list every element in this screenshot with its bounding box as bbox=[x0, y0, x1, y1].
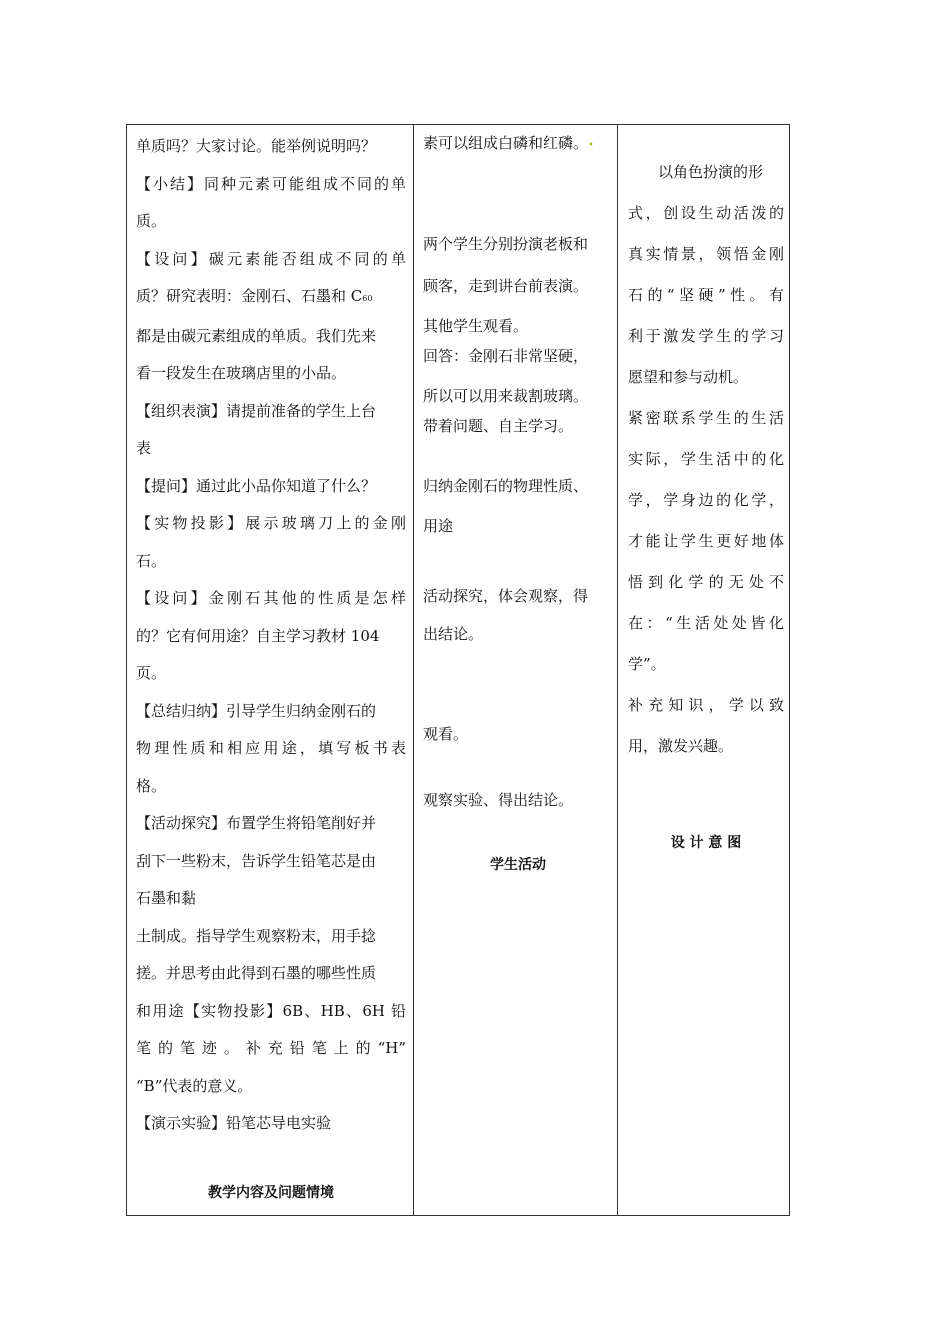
text-line: 单质吗？大家讨论。能举例说明吗？ bbox=[136, 137, 377, 155]
text-line: 用，激发兴趣。 bbox=[628, 737, 734, 755]
text-line: 悟到化学的无处不 bbox=[628, 573, 784, 591]
teaching-content-column bbox=[136, 128, 406, 1143]
subscript: 60 bbox=[362, 294, 373, 303]
text-line: 带着问题、自主学习。 bbox=[423, 417, 574, 435]
text-line: 其他学生观看。 bbox=[423, 317, 529, 335]
column-divider bbox=[413, 124, 414, 1216]
text-line: 观看。 bbox=[423, 725, 469, 743]
text-line: 在：“生活处处皆化 bbox=[628, 614, 784, 632]
text-line: 【小结】同种元素可能组成不同的单 bbox=[136, 174, 406, 193]
text-line: 【设问】碳元素能否组成不同的单 bbox=[136, 249, 406, 268]
text-line: 回答：金刚石非常坚硬， bbox=[423, 347, 589, 365]
text-line: 【提问】通过此小品你知道了什么？ bbox=[136, 476, 377, 495]
text-line: 用途 bbox=[423, 517, 454, 535]
text-line: 页。 bbox=[136, 664, 167, 682]
column-header-student-activity: 学生活动 bbox=[490, 857, 546, 873]
text-line: 搓。并思考由此得到石墨的哪些性质 bbox=[136, 964, 377, 982]
text-line: 【设问】金刚石其他的性质是怎样 bbox=[136, 589, 406, 607]
text-line: 学”。 bbox=[628, 655, 666, 673]
text-line: 石。 bbox=[136, 551, 167, 570]
text-line: 紧密联系学生的生活 bbox=[628, 409, 784, 427]
text-line: 【实物投影】展示玻璃刀上的金刚 bbox=[136, 514, 406, 532]
text-line: 式，创设生动活泼的 bbox=[628, 204, 784, 222]
column-header-teaching-content: 教学内容及问题情境 bbox=[208, 1185, 334, 1201]
text-line: 以角色扮演的形 bbox=[658, 163, 764, 181]
text-line: “B”代表的意义。 bbox=[136, 1076, 253, 1095]
column-header-design-intent: 设 计 意 图 bbox=[670, 835, 742, 851]
text-line: 格。 bbox=[136, 776, 167, 795]
text-line: 活动探究，体会观察，得 bbox=[423, 587, 589, 605]
text-line: 才能让学生更好地体 bbox=[628, 532, 784, 550]
column-divider bbox=[617, 124, 618, 1216]
text-line: 顾客，走到讲台前表演。 bbox=[423, 277, 589, 295]
text-line: 出结论。 bbox=[423, 625, 484, 643]
text-line: 利于激发学生的学习 bbox=[628, 327, 784, 345]
text-line: 刮下一些粉末，告诉学生铅笔芯是由 bbox=[136, 851, 377, 870]
text-line: 表 bbox=[136, 439, 152, 457]
text-line: 都是由碳元素组成的单质。我们先来 bbox=[136, 326, 377, 345]
text-line: 素可以组成白磷和红磷。• bbox=[423, 134, 594, 152]
mark-dot: • bbox=[588, 140, 594, 151]
text-line: 看一段发生在玻璃店里的小品。 bbox=[136, 364, 347, 382]
text-line: 石的“坚硬”性。有 bbox=[628, 286, 784, 304]
text-line: 质。 bbox=[136, 212, 167, 230]
text-line: 石墨和黏 bbox=[136, 889, 197, 907]
text-line: 愿望和参与动机。 bbox=[628, 368, 749, 386]
text-line: 物理性质和相应用途，填写板书表 bbox=[136, 739, 406, 757]
text-line: 和用途【实物投影】6B、HB、6H 铅 bbox=[136, 1001, 406, 1020]
text-line: 的？它有何用途？自主学习教材 104 bbox=[136, 626, 380, 645]
text-line: 土制成。指导学生观察粉末，用手捻 bbox=[136, 926, 377, 945]
text-line: 所以可以用来裁割玻璃。 bbox=[423, 387, 589, 405]
text-line: 学，学身边的化学， bbox=[628, 491, 784, 509]
text-line: 【组织表演】请提前准备的学生上台 bbox=[136, 401, 377, 420]
text-line: 补充知识，学以致 bbox=[628, 696, 784, 714]
design-intent-column bbox=[628, 152, 784, 767]
text-line: 【演示实验】铅笔芯导电实验 bbox=[136, 1114, 332, 1132]
text-line: 笔的笔迹。补充铅笔上的“H” bbox=[136, 1039, 406, 1057]
text-line: 实际，学生活中的化 bbox=[628, 450, 784, 468]
text-line: 质？研究表明：金刚石、石墨和 C60 bbox=[136, 287, 373, 305]
text-line: 【活动探究】布置学生将铅笔削好并 bbox=[136, 814, 377, 832]
text-line: 【总结归纳】引导学生归纳金刚石的 bbox=[136, 701, 377, 720]
text-line: 真实情景，领悟金刚 bbox=[628, 245, 784, 263]
text-line: 归纳金刚石的物理性质、 bbox=[423, 477, 589, 495]
student-activity-column bbox=[423, 128, 613, 815]
text-line: 观察实验、得出结论。 bbox=[423, 791, 574, 809]
text-line: 两个学生分别扮演老板和 bbox=[423, 235, 589, 253]
